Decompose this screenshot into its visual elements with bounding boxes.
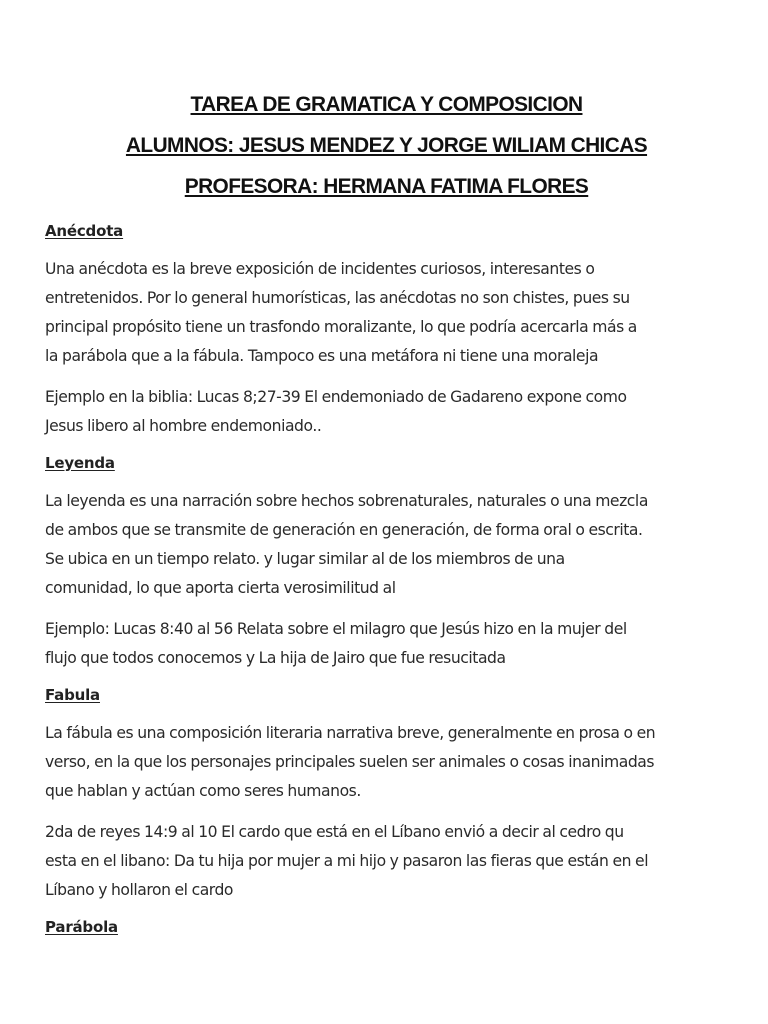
text-line: Una anécdota es la breve exposición de incidentes curiosos, interesantes o (45, 260, 595, 278)
text-line: Se ubica en un tiempo relato. y lugar similar al de los miembros de una (45, 550, 565, 568)
text-line: Ejemplo en la biblia: Lucas 8;27-39 El endemoniado de Gadareno expone como (45, 388, 627, 406)
text-line: comunidad, lo que aporta cierta verosimilitud al (45, 579, 396, 597)
text-line: que hablan y actúan como seres humanos. (45, 782, 361, 800)
text-line: esta en el libano: Da tu hija por mujer a mi hijo y pasaron las fieras que están en el (45, 852, 649, 870)
heading-fabula: Fabula (45, 686, 100, 704)
text-line: La leyenda es una narración sobre hechos sobrenaturales, naturales o una mezcla (45, 492, 648, 510)
paragraph-fabula-example (45, 818, 728, 905)
text-line: flujo que todos conocemos y La hija de Jairo que fue resucitada (45, 649, 506, 667)
paragraph-fabula-definition (45, 719, 728, 806)
title-students: ALUMNOS: JESUS MENDEZ Y JORGE WILIAM CHICAS (125, 133, 648, 157)
text-line: 2da de reyes 14:9 al 10 El cardo que está en el Líbano envió a decir al cedro qu (45, 823, 624, 841)
paragraph-leyenda-example (45, 615, 728, 673)
text-line: La fábula es una composición literaria narrativa breve, generalmente en prosa o en (45, 724, 656, 742)
text-line: entretenidos. Por lo general humorísticas, las anécdotas no son chistes, pues su (45, 289, 630, 307)
heading-anecdota: Anécdota (45, 222, 124, 240)
text-line: Jesus libero al hombre endemoniado.. (45, 417, 322, 435)
title-teacher: PROFESORA: HERMANA FATIMA FLORES (184, 174, 589, 198)
text-line: verso, en la que los personajes principales suelen ser animales o cosas inanimadas (45, 753, 655, 771)
paragraph-anecdota-example (45, 383, 728, 441)
heading-leyenda: Leyenda (45, 454, 115, 472)
title-assignment: TAREA DE GRAMATICA Y COMPOSICION (190, 92, 583, 116)
heading-parabola: Parábola (45, 918, 118, 936)
text-line: Ejemplo: Lucas 8:40 al 56 Relata sobre el milagro que Jesús hizo en la mujer del (45, 620, 627, 638)
paragraph-leyenda-definition (45, 487, 728, 603)
text-line: de ambos que se transmite de generación en generación, de forma oral o escrita. (45, 521, 643, 539)
paragraph-anecdota-definition (45, 255, 728, 371)
text-line: la parábola que a la fábula. Tampoco es una metáfora ni tiene una moraleja (45, 347, 599, 365)
document-title-block (45, 84, 728, 207)
text-line: principal propósito tiene un trasfondo moralizante, lo que podría acercarla más a (45, 318, 637, 336)
text-line: Líbano y hollaron el cardo (45, 881, 234, 899)
